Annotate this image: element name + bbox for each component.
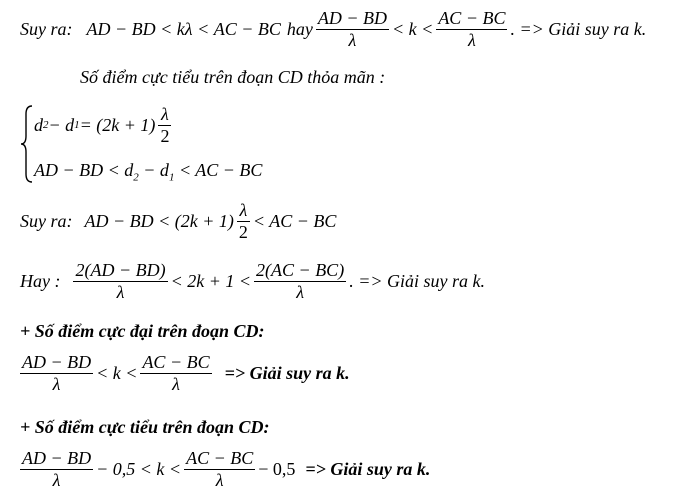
line-1 [20, 8, 646, 50]
fraction-numerator: 2(AC − BC) [256, 260, 345, 280]
line4-fraction-1 [73, 260, 167, 302]
eq2-part-c: < AC − BC [174, 160, 263, 180]
line1-lead: Suy ra: [20, 19, 73, 40]
line4-tail: . => Giải suy ra k. [349, 271, 485, 292]
line4-middle: < 2k + 1 < [170, 271, 252, 292]
fraction-numerator: λ [237, 200, 250, 222]
eq1-d: d [34, 114, 43, 135]
fraction-denominator: λ [52, 469, 61, 490]
fraction-denominator: λ [116, 281, 125, 302]
line-2: Số điểm cực tiểu trên đoạn CD thỏa mãn : [80, 67, 386, 87]
fraction-numerator: AD − BD [317, 8, 388, 28]
system-equation-2 [34, 160, 262, 184]
line8-middle-2: − 0,5 [258, 459, 296, 480]
fraction-denominator: λ [52, 373, 61, 394]
line1-fraction-1 [316, 8, 389, 50]
fraction-denominator: λ [296, 281, 305, 302]
line1-tail: . => Giải suy ra k. [510, 19, 647, 40]
fraction-numerator: λ [158, 104, 171, 126]
eq1-minus-d: − d [48, 114, 75, 135]
eq1-subscript-1: 1 [74, 119, 80, 132]
line3-fraction [237, 200, 250, 242]
eq1-subscript-2: 2 [43, 119, 49, 132]
line4-lead: Hay : [20, 271, 61, 292]
line3-lead: Suy ra: [20, 211, 73, 232]
line1-middle: < k < [392, 19, 434, 40]
line8-tail: => Giải suy ra k. [305, 459, 431, 480]
line4-fraction-2 [254, 260, 346, 302]
left-brace-icon [20, 104, 34, 184]
line-4 [20, 260, 485, 302]
fraction-denominator: λ [467, 29, 476, 50]
system-equation-1 [34, 104, 174, 146]
eq2-subscript-2: 2 [133, 171, 139, 184]
line8-middle-1: − 0,5 < k < [96, 459, 182, 480]
eq2-subscript-1: 1 [168, 171, 175, 184]
fraction-numerator: 2(AD − BD) [75, 260, 166, 280]
line1-fraction-2 [436, 8, 507, 50]
line6-fraction-2 [140, 352, 211, 394]
line6-tail: => Giải suy ra k. [224, 363, 350, 384]
fraction-numerator: AC − BC [142, 352, 210, 372]
line8-fraction-1 [20, 448, 93, 490]
line1-hay: hay [286, 19, 313, 40]
line-3 [20, 200, 336, 242]
line3-part-b: < AC − BC [252, 211, 337, 232]
eq1-fraction [158, 104, 171, 146]
fraction-denominator: 2 [160, 125, 170, 146]
line-6 [20, 352, 350, 394]
line-7: + Số điểm cực tiểu trên đoạn CD: [20, 417, 270, 437]
fraction-numerator: AD − BD [22, 352, 92, 372]
fraction-denominator: 2 [238, 221, 248, 242]
eq1-middle: = (2k + 1) [79, 114, 156, 135]
eq2-part-a: AD − BD < d [34, 160, 134, 180]
line6-middle: < k < [96, 363, 138, 384]
fraction-numerator: AC − BC [438, 8, 506, 28]
fraction-numerator: AC − BC [186, 448, 254, 468]
line-5: + Số điểm cực đại trên đoạn CD: [20, 321, 265, 341]
line3-part-a: AD − BD < (2k + 1) [84, 211, 234, 232]
line6-fraction-1 [20, 352, 93, 394]
fraction-denominator: λ [215, 469, 224, 490]
fraction-numerator: AD − BD [22, 448, 92, 468]
fraction-denominator: λ [348, 29, 357, 50]
eq2-part-b: − d [138, 160, 169, 180]
line1-inequality: AD − BD < kλ < AC − BC [86, 19, 281, 40]
fraction-denominator: λ [172, 373, 180, 394]
equation-system [20, 104, 340, 184]
line-8 [20, 448, 430, 490]
line8-fraction-2 [184, 448, 255, 490]
